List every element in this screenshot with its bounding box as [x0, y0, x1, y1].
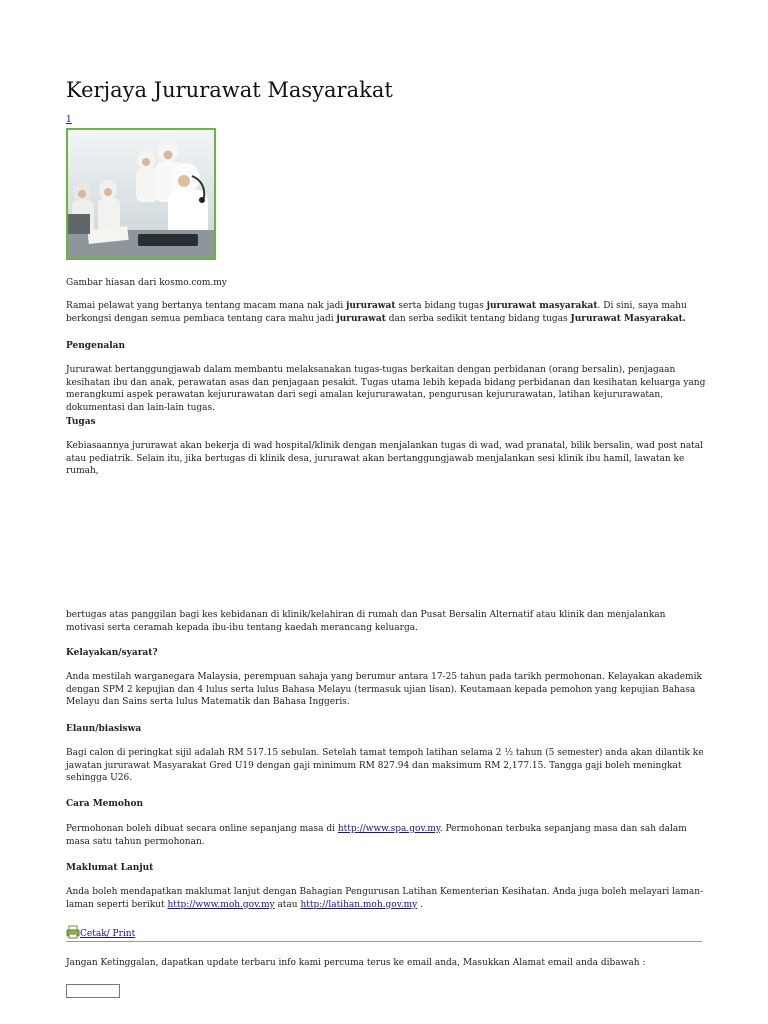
heading-tugas: Tugas	[66, 417, 96, 427]
nurses-illustration	[68, 130, 214, 258]
heading-pengenalan: Pengenalan	[66, 341, 125, 351]
image-link[interactable]: 1	[66, 115, 72, 125]
intro-text-2: serta bidang tugas	[395, 301, 487, 311]
intro-bold-2: jururawat masyarakat	[486, 301, 598, 311]
intro-bold-1: jururawat	[346, 301, 396, 311]
spa-link[interactable]: http://www.spa.gov.my	[337, 824, 440, 834]
heading-elaun: Elaun/biasiswa	[66, 724, 142, 734]
maklumat-text-b: atau	[274, 899, 301, 910]
maklumat-text-a: Anda boleh mendapatkan maklumat lanjut dengan Bahagian Pengurusan Latihan Kementerian Kesihatan. Anda juga boleh melayari laman-laman seperti berikut	[66, 887, 704, 910]
cara-memohon-text	[66, 823, 706, 848]
article-photo	[66, 128, 216, 260]
intro-paragraph	[66, 300, 706, 325]
intro-bold-3: jururawat	[336, 313, 386, 324]
pengenalan-text: Jururawat bertanggungjawab dalam membantu melaksanakan tugas-tugas berkaitan dengan perbidanan (orang bersalin), penjagaan kesihatan ibu dan anak, perawatan asas dan penjagaan pesakit. Tugas utama lebih kepada bidang perbidanan dan kesihatan keluarga yang merangkumi aspek perawatan kejururawatan dari segi amalan kejururawatan, pengurusan kejururawatan, latihan kejururawatan, dokumentasi dan lain-lain tugas.	[66, 365, 706, 413]
divider	[66, 941, 702, 942]
cara-text-b: . Permohonan terbuka sepanjang masa dan sah dalam masa satu tahun permohonan.	[66, 824, 687, 847]
subscribe-text: Jangan Ketinggalan, dapatkan update terbaru info kami percuma terus ke email anda, Masukkan Alamat email anda dibawah :	[66, 958, 646, 968]
maklumat-text-c: .	[417, 899, 423, 910]
image-caption: Gambar hiasan dari kosmo.com.my	[66, 278, 227, 288]
moh-link[interactable]: http://www.moh.gov.my	[167, 899, 275, 910]
page-title: Kerjaya Jururawat Masyarakat	[66, 78, 393, 102]
cara-text-a: Permohonan boleh dibuat secara online sepanjang masa di	[66, 824, 338, 834]
heading-maklumat-lanjut: Maklumat Lanjut	[66, 863, 154, 873]
intro-text-4: dan serba sedikit tentang bidang tugas	[385, 313, 571, 324]
elaun-text: Bagi calon di peringkat sijil adalah RM 517.15 sebulan. Setelah tamat tempoh latihan selama 2 ½ tahun (5 semester) anda akan dilantik ke jawatan jururawat Masyarakat Gred U19 dengan gaji minimum RM 827.94 dan maksimum RM 2,177.15. Tangga gaji boleh meningkat sehingga U26.	[66, 748, 704, 784]
email-input[interactable]	[66, 984, 120, 998]
tugas-text-2: bertugas atas panggilan bagi kes kebidanan di klinik/kelahiran di rumah dan Pusat Bersalin Alternatif atau klinik dan menjalankan motivasi serta ceramah kepada ibu-ibu tentang kaedah merancang keluarga.	[66, 610, 666, 633]
maklumat-text	[66, 886, 706, 911]
intro-text-1: Ramai pelawat yang bertanya tentang macam mana nak jadi	[66, 301, 347, 311]
intro-text-3: . Di sini, saya mahu berkongsi dengan semua pembaca tentang cara mahu jadi	[66, 301, 687, 324]
print-link[interactable]: Cetak/ Print	[80, 929, 136, 939]
latihan-moh-link[interactable]: http://latihan.moh.gov.my	[300, 899, 418, 910]
print-row	[66, 925, 135, 939]
tugas-text-1: Kebiasaannya jururawat akan bekerja di wad hospital/klinik dengan menjalankan tugas di wad, wad pranatal, bilik bersalin, wad post natal atau pediatrik. Selain itu, jika bertugas di klinik desa, jururawat akan bertanggungjawab menjalankan sesi klinik ibu hamil, lawatan ke rumah,	[66, 441, 704, 477]
heading-kelayakan: Kelayakan/syarat?	[66, 648, 158, 658]
intro-bold-4: Jururawat Masyarakat.	[570, 313, 686, 324]
printer-icon[interactable]	[66, 925, 80, 939]
kelayakan-text: Anda mestilah warganegara Malaysia, perempuan sahaja yang berumur antara 17-25 tahun pada tarikh permohonan. Kelayakan akademik dengan SPM 2 kepujian dan 4 lulus serta lulus Bahasa Melayu (termasuk ujian lisan). Keutamaan kepada pemohon yang kepujian Bahasa Melayu dan Sains serta lulus Matematik dan Bahasa Inggeris.	[66, 672, 702, 708]
heading-cara-memohon: Cara Memohon	[66, 799, 144, 809]
